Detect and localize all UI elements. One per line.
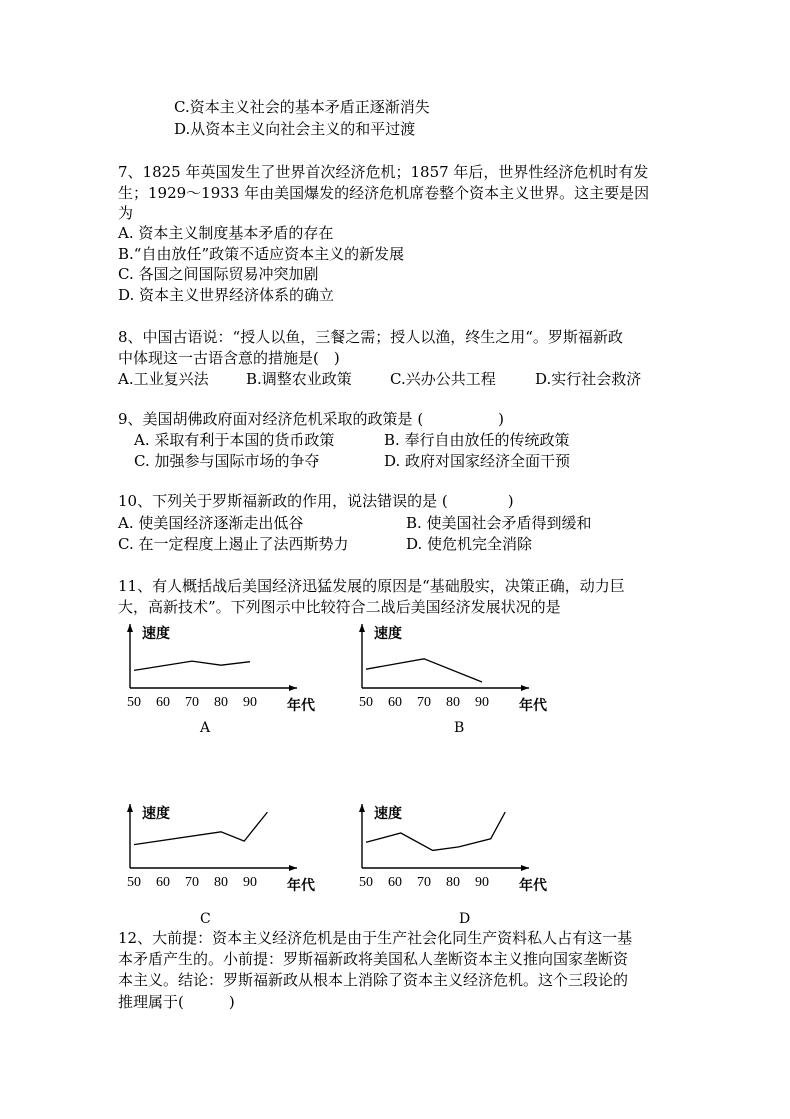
tick-label: 60	[156, 695, 170, 710]
tick-label: 70	[185, 875, 199, 890]
q7-option-a: A. 资本主义制度基本矛盾的存在	[118, 224, 334, 242]
x-axis-arrow-icon	[289, 685, 297, 691]
tick-label: 70	[417, 695, 431, 710]
tick-label: 50	[359, 875, 373, 890]
y-axis-label: 速度	[142, 806, 170, 822]
q9-option-a: A. 采取有利于本国的货币政策	[134, 431, 335, 449]
tick-label: 90	[475, 875, 489, 890]
x-axis-arrow-icon	[521, 685, 529, 691]
x-axis-label: 年代	[287, 698, 315, 714]
tick-label: 50	[359, 695, 373, 710]
prev-option-c: C.资本主义社会的基本矛盾正逐渐消失	[174, 98, 430, 116]
q8-option-d: D.实行社会救济	[535, 370, 642, 388]
y-axis-label: 速度	[374, 806, 402, 822]
tick-label: 80	[446, 695, 460, 710]
chart-c-svg	[112, 800, 332, 900]
q8-option-c: C.兴办公共工程	[390, 370, 496, 388]
q10-option-b: B. 使美国社会矛盾得到缓和	[406, 514, 592, 532]
x-axis-label: 年代	[519, 698, 547, 714]
tick-label: 90	[243, 875, 257, 890]
x-axis-label: 年代	[287, 878, 315, 894]
q9-option-d: D. 政府对国家经济全面干预	[384, 452, 571, 470]
q7-option-b: B.“自由放任”政策不适应资本主义的新发展	[118, 245, 405, 263]
q10-option-a: A. 使美国经济逐渐走出低谷	[118, 514, 304, 532]
chart-d-caption: D	[459, 911, 471, 927]
q7-stem-line2: 生；1929～1933 年由美国爆发的经济危机席卷整个资本主义世界。这主要是因	[118, 184, 650, 202]
chart-d-svg	[344, 800, 564, 900]
q11-stem-line2: 大，高新技术”。下列图示中比较符合二战后美国经济发展状况的是	[118, 598, 561, 616]
y-axis-arrow-icon	[127, 624, 133, 632]
q8-option-b: B.调整农业政策	[246, 370, 352, 388]
y-axis-arrow-icon	[359, 624, 365, 632]
series-line	[134, 661, 250, 670]
y-axis-arrow-icon	[359, 804, 365, 812]
tick-label: 60	[156, 875, 170, 890]
tick-label: 80	[446, 875, 460, 890]
prev-option-d: D.从资本主义向社会主义的和平过渡	[174, 120, 416, 138]
tick-label: 50	[127, 875, 141, 890]
x-axis-arrow-icon	[521, 865, 529, 871]
q12-line1: 12、大前提：资本主义经济危机是由于生产社会化同生产资料私人占有这一基	[118, 929, 633, 947]
chart-b	[344, 620, 564, 720]
tick-label: 50	[127, 695, 141, 710]
chart-c	[112, 800, 332, 900]
series-line	[366, 659, 482, 682]
q12-line4: 推理属于( )	[118, 993, 235, 1011]
x-axis-label: 年代	[519, 878, 547, 894]
q8-stem-line1: 8、中国古语说：“授人以鱼，三餐之需；授人以渔，终生之用“。罗斯福新政	[118, 328, 623, 346]
tick-label: 80	[214, 695, 228, 710]
chart-a	[112, 620, 332, 720]
chart-a-svg	[112, 620, 332, 720]
q7-option-d: D. 资本主义世界经济体系的确立	[118, 286, 335, 304]
tick-label: 90	[475, 695, 489, 710]
y-axis-arrow-icon	[127, 804, 133, 812]
q7-stem-line3: 为	[118, 204, 134, 222]
y-axis-label: 速度	[142, 626, 170, 642]
q9-stem: 9、美国胡佛政府面对经济危机采取的政策是 ( )	[118, 410, 505, 428]
y-axis-label: 速度	[374, 626, 402, 642]
q10-option-d: D. 使危机完全消除	[406, 535, 533, 553]
chart-a-caption: A	[200, 720, 211, 736]
q10-stem: 10、下列关于罗斯福新政的作用，说法错误的是 ( )	[118, 492, 514, 510]
q7-option-c: C. 各国之间国际贸易冲突加剧	[118, 265, 319, 283]
tick-label: 70	[417, 875, 431, 890]
q8-stem-line2: 中体现这一古语含意的措施是( )	[118, 349, 340, 367]
q12-line2: 本矛盾产生的。小前提：罗斯福新政将美国私人垄断资本主义推向国家垄断资	[118, 950, 629, 968]
x-axis-arrow-icon	[289, 865, 297, 871]
q9-option-c: C. 加强参与国际市场的争夺	[134, 452, 320, 470]
chart-c-caption: C	[200, 911, 211, 927]
q11-stem-line1: 11、有人概括战后美国经济迅猛发展的原因是“基础殷实，决策正确，动力巨	[118, 577, 625, 595]
q8-option-a: A.工业复兴法	[118, 370, 209, 388]
q10-option-c: C. 在一定程度上遏止了法西斯势力	[118, 535, 349, 553]
q9-option-b: B. 奉行自由放任的传统政策	[384, 431, 570, 449]
tick-label: 70	[185, 695, 199, 710]
tick-label: 60	[388, 695, 402, 710]
tick-label: 80	[214, 875, 228, 890]
chart-b-caption: B	[454, 720, 465, 736]
tick-label: 90	[243, 695, 257, 710]
q12-line3: 本主义。结论：罗斯福新政从根本上消除了资本主义经济危机。这个三段论的	[118, 971, 629, 989]
tick-label: 60	[388, 875, 402, 890]
chart-b-svg	[344, 620, 564, 720]
q7-stem-line1: 7、1825 年英国发生了世界首次经济危机；1857 年后，世界性经济危机时有发	[118, 163, 649, 181]
chart-d	[344, 800, 564, 900]
